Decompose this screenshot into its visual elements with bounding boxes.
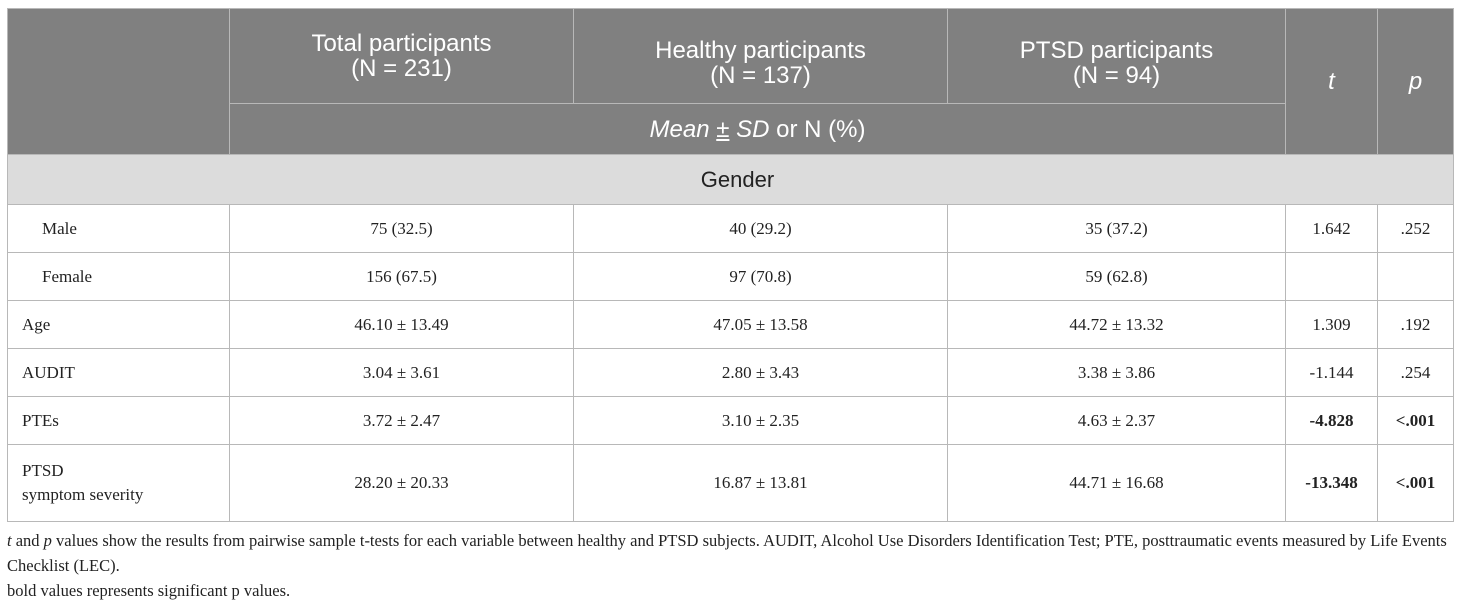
table-header (8, 9, 1454, 155)
cell-t: 1.309 (1286, 301, 1378, 349)
header-ptsd-label: PTSD participants (1019, 37, 1214, 64)
table-body (8, 155, 1454, 522)
footnote-p: p (43, 531, 52, 550)
header-total-participants (230, 9, 574, 104)
subheader-plusminus: ± (716, 115, 730, 143)
cell-healthy: 47.05 ± 13.58 (574, 301, 948, 349)
subheader-rest: or N (%) (776, 115, 866, 143)
row-label: AUDIT (8, 349, 230, 397)
cell-p: .254 (1378, 349, 1454, 397)
row-label: PTEs (8, 397, 230, 445)
cell-healthy: 97 (70.8) (574, 253, 948, 301)
demographics-table (7, 8, 1454, 522)
cell-total: 3.72 ± 2.47 (230, 397, 574, 445)
row-label-line2: symptom severity (22, 485, 144, 504)
cell-p: .252 (1378, 205, 1454, 253)
table-footnotes (7, 528, 1453, 603)
footnote-text1: values show the results from pairwise sample t-tests for each variable between healthy and PTSD subjects. AUDIT, Alcohol Use Disorders Identification Test; PTE, posttraumatic events measured by Life Events Checklist (LEC). (7, 531, 1447, 575)
footnote-2: bold values represents significant p values. (7, 581, 291, 600)
cell-t: 1.642 (1286, 205, 1378, 253)
cell-healthy: 16.87 ± 13.81 (574, 445, 948, 522)
table-row-female (8, 253, 1454, 301)
cell-total: 75 (32.5) (230, 205, 574, 253)
header-total-label: Total participants (311, 30, 492, 57)
header-empty-cell (8, 9, 230, 155)
cell-p (1378, 253, 1454, 301)
footnote-and: and (11, 531, 44, 550)
header-ptsd-n: (N = 94) (1072, 62, 1161, 89)
header-p: p (1378, 9, 1454, 155)
subheader-mean: Mean (649, 115, 710, 143)
cell-t: -4.828 (1286, 397, 1378, 445)
section-label-gender: Gender (8, 155, 1454, 205)
cell-total: 28.20 ± 20.33 (230, 445, 574, 522)
table-row-ptsd-severity (8, 445, 1454, 522)
header-healthy-label: Healthy participants (655, 37, 866, 64)
header-healthy-participants (574, 9, 948, 104)
row-label-line1: PTSD (22, 461, 64, 480)
cell-ptsd: 44.72 ± 13.32 (948, 301, 1286, 349)
cell-total: 46.10 ± 13.49 (230, 301, 574, 349)
table-row-audit (8, 349, 1454, 397)
cell-ptsd: 35 (37.2) (948, 205, 1286, 253)
cell-p: <.001 (1378, 397, 1454, 445)
cell-healthy: 3.10 ± 2.35 (574, 397, 948, 445)
cell-t: -13.348 (1286, 445, 1378, 522)
row-label: Female (8, 253, 230, 301)
header-ptsd-participants (948, 9, 1286, 104)
cell-p: <.001 (1378, 445, 1454, 522)
cell-healthy: 40 (29.2) (574, 205, 948, 253)
row-label: Male (8, 205, 230, 253)
header-healthy-n: (N = 137) (710, 62, 811, 89)
row-label: Age (8, 301, 230, 349)
cell-t (1286, 253, 1378, 301)
cell-total: 156 (67.5) (230, 253, 574, 301)
cell-ptsd: 44.71 ± 16.68 (948, 445, 1286, 522)
cell-healthy: 2.80 ± 3.43 (574, 349, 948, 397)
footnote-1 (7, 528, 1453, 578)
header-t: t (1286, 9, 1378, 155)
section-row-gender (8, 155, 1454, 205)
table-wrapper (7, 8, 1453, 603)
table-row-ptes (8, 397, 1454, 445)
header-mean-sd-subheader (230, 104, 1286, 155)
cell-t: -1.144 (1286, 349, 1378, 397)
cell-ptsd: 3.38 ± 3.86 (948, 349, 1286, 397)
cell-p: .192 (1378, 301, 1454, 349)
cell-ptsd: 59 (62.8) (948, 253, 1286, 301)
cell-ptsd: 4.63 ± 2.37 (948, 397, 1286, 445)
row-label (8, 445, 230, 522)
table-row-male (8, 205, 1454, 253)
cell-total: 3.04 ± 3.61 (230, 349, 574, 397)
subheader-sd: SD (736, 115, 770, 143)
header-total-n: (N = 231) (351, 55, 452, 82)
table-row-age (8, 301, 1454, 349)
footnote-t: t (7, 531, 12, 550)
